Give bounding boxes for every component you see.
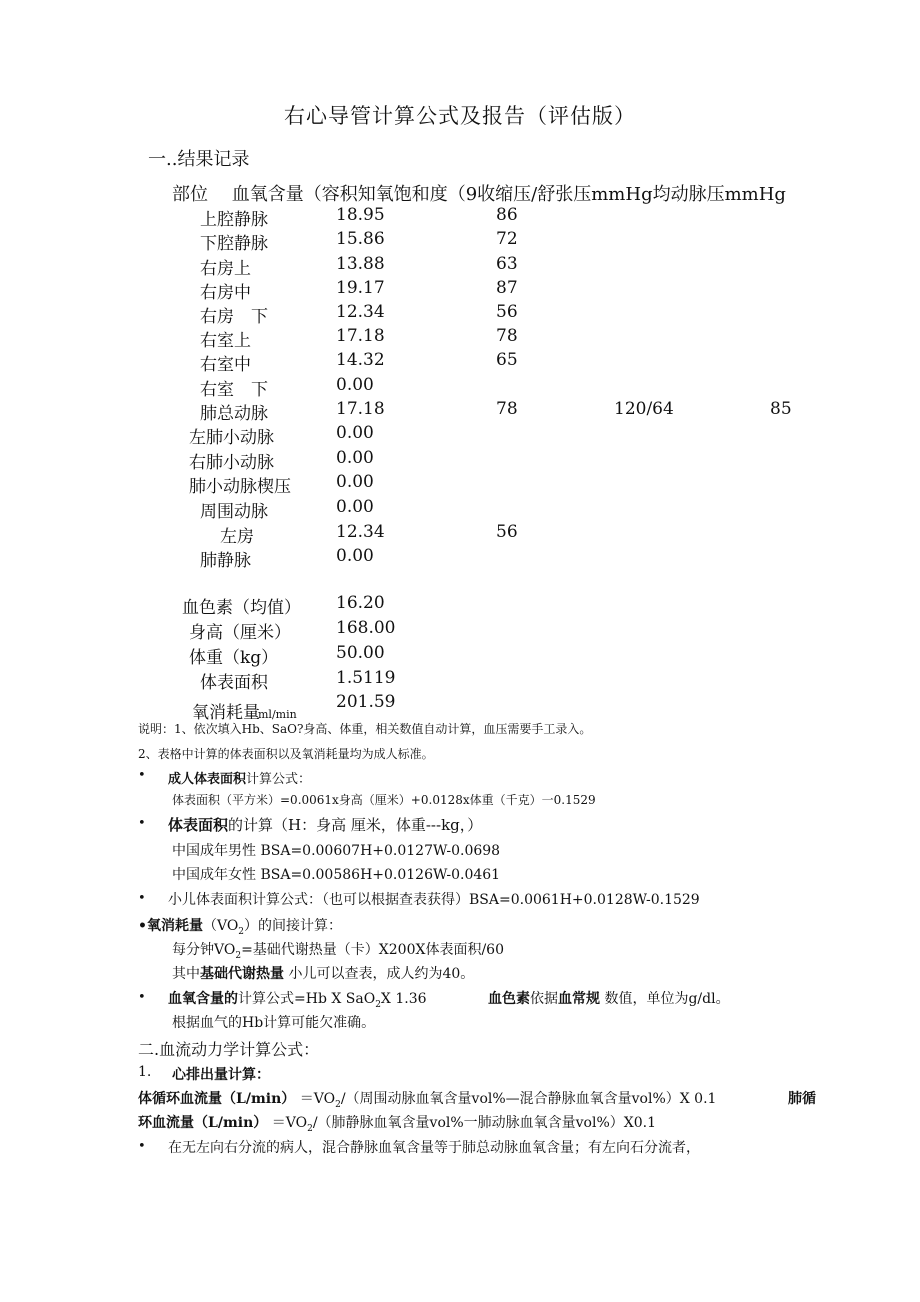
o2-content: 0.00 [336, 472, 374, 492]
systolic-diastolic-pressure: 120/64 [614, 399, 674, 419]
text: 计算公式： [246, 772, 312, 787]
bold-term: •氧消耗量 [138, 918, 203, 934]
param-label: 氧消耗量 [192, 703, 260, 723]
text: 的计算（H：身高 厘米，体重---kg，） [228, 816, 483, 834]
param-value: 50.00 [336, 643, 385, 663]
site-label: 肺总动脉 [200, 404, 268, 424]
note-2: 2、表格中计算的体表面积以及氧消耗量均为成人标准。 [138, 747, 434, 761]
param-label: 体表面积 [200, 673, 268, 693]
param-label: 身高（厘米） [189, 623, 291, 643]
site-label: 右房中 [200, 283, 251, 303]
hb-accuracy-note: 根据血气的Hb计算可能欠准确。 [172, 1015, 376, 1031]
item-number: 1. [138, 1064, 152, 1080]
cardiac-output-heading: 心排出量计算： [172, 1067, 270, 1083]
o2-content: 15.86 [336, 229, 385, 249]
text: （VO [202, 918, 239, 934]
bsa-child-formula: 小儿体表面积计算公式：（也可以根据查表获得）BSA=0.0061H+0.0128W-0.1529 [168, 892, 700, 908]
o2-saturation: 56 [496, 302, 518, 322]
o2-content: 12.34 [336, 522, 385, 542]
site-label: 下腔静脉 [200, 234, 268, 254]
bold-term: 体表面积 [168, 816, 229, 834]
text: 计算公式=Hb X SaO [238, 991, 376, 1007]
text: ＝VO [271, 1115, 308, 1131]
site-label: 右房上 [200, 259, 251, 279]
bsa-female-formula: 中国成年女性 BSA=0.00586H+0.0126W-0.0461 [172, 867, 501, 883]
site-label: 肺小动脉楔压 [189, 477, 291, 497]
param-value: 1.5119 [336, 668, 396, 688]
bold-term: 血常规 [558, 991, 600, 1007]
site-label: 右室上 [200, 331, 251, 351]
o2-content: 0.00 [336, 546, 374, 566]
page-title: 右心导管计算公式及报告（评估版） [284, 104, 636, 128]
text: /（肺静脉血氧含量vol%一肺动脉血氧含量vol%）X0.1 [312, 1115, 656, 1131]
subscript: 2 [235, 950, 242, 961]
text: 每分钟VO [172, 942, 236, 958]
o2-saturation: 78 [496, 399, 518, 419]
o2-content: 19.17 [336, 278, 385, 298]
site-label: 周围动脉 [200, 502, 268, 522]
subscript: 2 [375, 999, 381, 1010]
bullet-icon: • [138, 1139, 146, 1154]
param-label: 体重（kg） [189, 648, 279, 668]
site-label: 右室中 [200, 355, 251, 375]
subscript: 2 [335, 1099, 341, 1110]
o2-saturation: 72 [496, 229, 518, 249]
o2-saturation: 86 [496, 205, 518, 225]
o2-content: 0.00 [336, 448, 374, 468]
bullet-icon: • [138, 990, 146, 1005]
vo2-formula [172, 939, 504, 961]
param-value: 16.20 [336, 593, 385, 613]
o2-content: 13.88 [336, 254, 385, 274]
param-label: 血色素（均值） [182, 598, 301, 618]
systemic-flow-formula [138, 1088, 716, 1110]
o2-content: 17.18 [336, 326, 385, 346]
bullet-icon: • [138, 816, 146, 831]
bmr-note [172, 963, 474, 983]
bullet-icon: • [138, 768, 146, 783]
o2-content: 14.32 [336, 350, 385, 370]
text: 数值，单位为g/dl。 [600, 991, 730, 1007]
table-header: 部位 血氧含量（容积知氧饱和度（9收缩压/舒张压mmHg均动脉压mmHg [172, 184, 786, 205]
o2-content: 0.00 [336, 375, 374, 395]
param-unit: ml/min [258, 708, 297, 721]
bold-term: 血氧含量的 [168, 991, 238, 1007]
o2-content-formula [168, 988, 427, 1010]
mean-pressure: 85 [770, 399, 792, 419]
bsa-adult-heading [168, 768, 311, 787]
text: 小儿可以查表，成人约为40。 [284, 966, 475, 982]
hb-source-note [488, 988, 730, 1008]
pulmonary-flow-label-start: 肺循 [788, 1091, 816, 1107]
bsa-male-formula: 中国成年男性 BSA=0.00607H+0.0127W-0.0698 [172, 843, 501, 859]
text: /（周围动脉血氧含量vol%—混合静脉血氧含量vol%）X 0.1 [340, 1091, 717, 1107]
site-label: 上腔静脉 [200, 210, 268, 230]
site-label: 右房 下 [200, 307, 268, 327]
bold-term: 体循环血流量（L/min） [138, 1091, 296, 1107]
o2-content: 0.00 [336, 423, 374, 443]
o2-content: 17.18 [336, 399, 385, 419]
pulmonary-flow-formula [138, 1112, 656, 1134]
bold-term: 血色素 [488, 991, 530, 1007]
o2-content: 12.34 [336, 302, 385, 322]
subscript: 2 [238, 926, 245, 937]
site-label: 左房 [220, 527, 254, 547]
param-value: 168.00 [336, 618, 396, 638]
o2-content: 0.00 [336, 497, 374, 517]
bold-term: 成人体表面积 [168, 772, 247, 787]
mixed-venous-note: 在无左向右分流的病人，混合静脉血氧含量等于肺总动脉血氧含量；有左向石分流者， [168, 1140, 700, 1156]
bold-term: 基础代谢热量 [200, 966, 284, 982]
o2-saturation: 63 [496, 254, 518, 274]
text: ＝VO [299, 1091, 336, 1107]
text: X 1.36 [380, 991, 427, 1007]
text: 依据 [530, 991, 558, 1007]
subscript: 2 [307, 1123, 313, 1134]
section-2-heading: 二.血流动力学计算公式： [138, 1040, 320, 1059]
site-label: 肺静脉 [200, 551, 251, 571]
o2-saturation: 56 [496, 522, 518, 542]
bsa-heading [168, 814, 482, 835]
text: 其中 [172, 966, 200, 982]
text: ）的间接计算： [244, 918, 343, 934]
site-label: 左肺小动脉 [189, 428, 274, 448]
o2-saturation: 87 [496, 278, 518, 298]
bullet-icon: • [138, 891, 146, 906]
bold-term: 环血流量（L/min） [138, 1115, 268, 1131]
site-label: 右室 下 [200, 380, 268, 400]
vo2-heading [138, 915, 342, 937]
site-label: 右肺小动脉 [189, 453, 274, 473]
text: =基础代谢热量（卡）X200X体表面积/60 [241, 942, 504, 958]
param-value: 201.59 [336, 692, 396, 712]
bsa-adult-formula: 体表面积（平方米）=0.0061x身高（厘米）+0.0128x体重（千克）一0.1529 [172, 793, 596, 807]
o2-content: 18.95 [336, 205, 385, 225]
section-1-heading: 一..结果记录 [148, 149, 250, 170]
o2-saturation: 78 [496, 326, 518, 346]
note-1: 说明：1、依次填入Hb、SaO?身高、体重，相关数值自动计算，血压需要手工录入。 [138, 722, 592, 736]
o2-saturation: 65 [496, 350, 518, 370]
